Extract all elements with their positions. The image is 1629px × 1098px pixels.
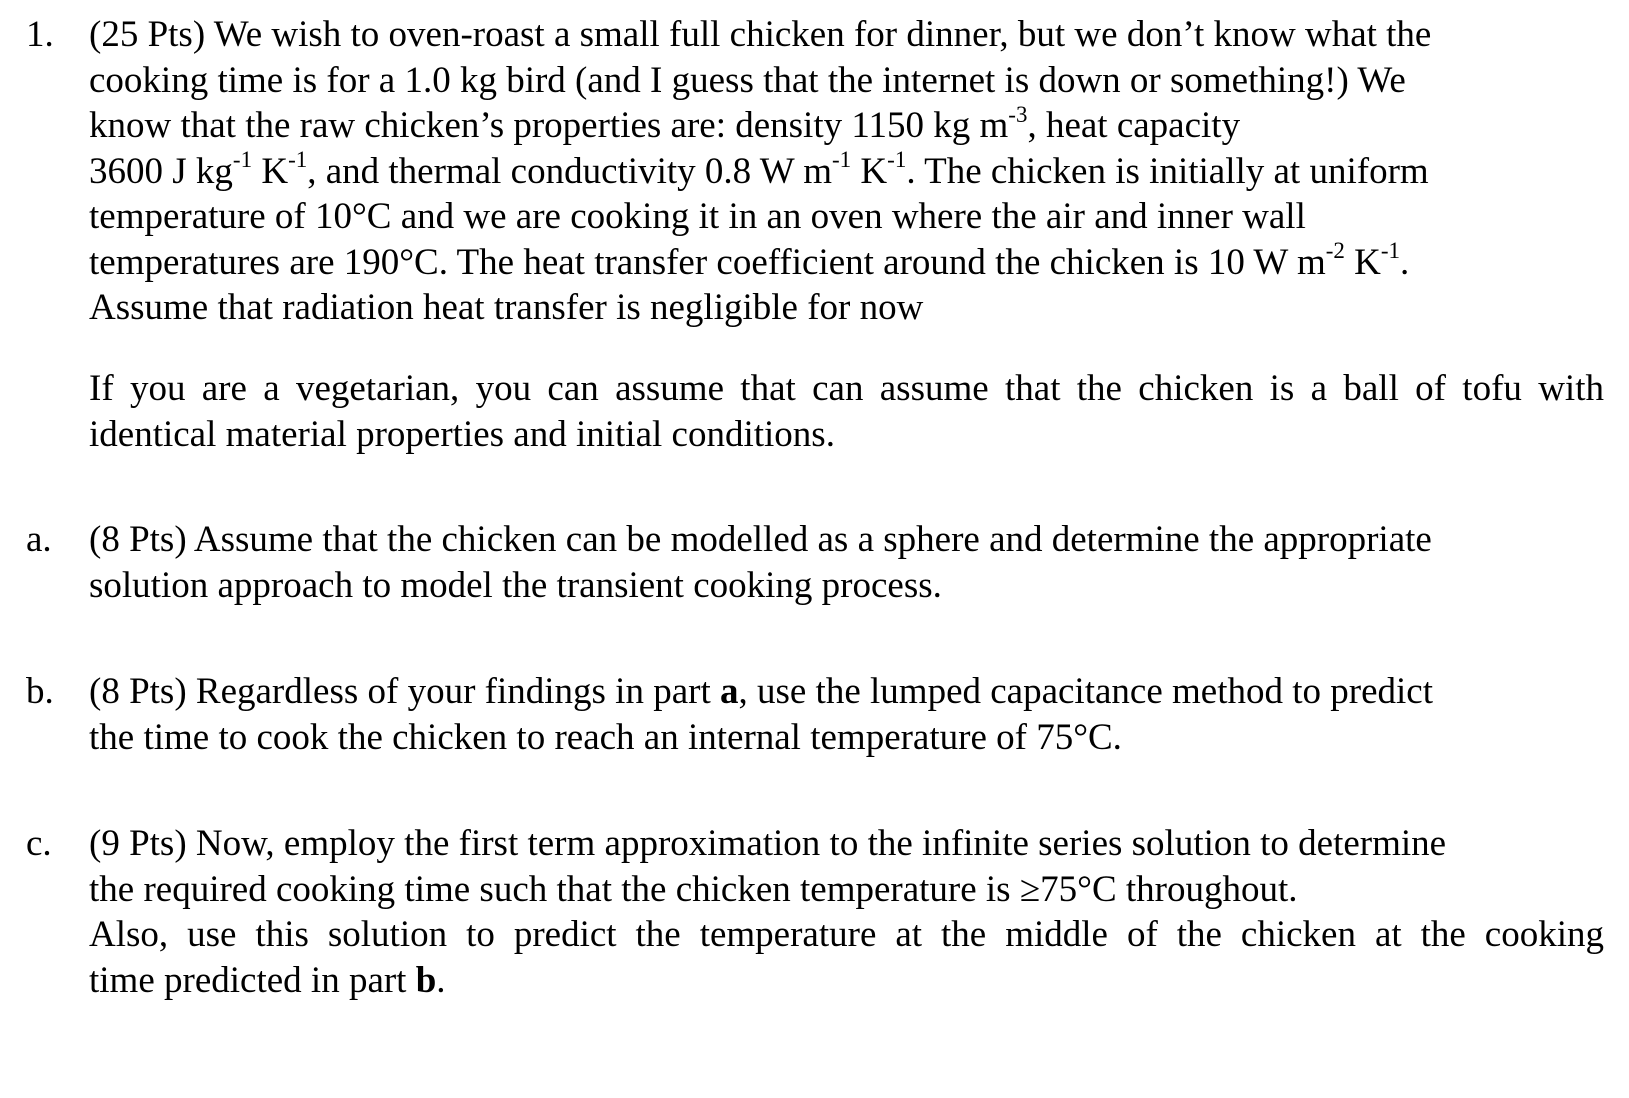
part-c-marker: c. [26,823,52,864]
problem-line-2: cooking time is for a 1.0 kg bird (and I guess that the internet is down or something!) We [89,59,1406,101]
vegetarian-line-1: If you are a vegetarian, you can assume that can assume that the chicken is a ball of tofu with [89,368,1604,409]
part-a-marker: a. [26,519,52,560]
part-b-marker: b. [26,671,54,712]
part-b-line-2: the time to cook the chicken to reach an internal temperature of 75°C. [89,716,1122,758]
problem-statement [89,12,1604,331]
part-a-line-2: solution approach to model the transient cooking process. [89,564,942,606]
part-b-line-1: (8 Pts) Regardless of your findings in part a, use the lumped capacitance method to predict [89,671,1433,712]
part-c-line-2: the required cooking time such that the chicken temperature is ≥75°C throughout. [89,868,1298,910]
problem-line-4: 3600 J $kg^{-1}$ $K^{-1}$, and thermal conductivity 0.8 W $m^{-1}$ $K^{-1}$. The chicken is initially at uniform [89,147,1429,192]
part-a-line-1: (8 Pts) Assume that the chicken can be modelled as a sphere and determine the appropriate [89,519,1432,560]
problem-line-6: temperatures are 190°C. The heat transfer coefficient around the chicken is 10 W $m^{-2}$ $K^{-1}$. [89,238,1410,283]
part-c-line-4: time predicted in part b. [89,959,446,1001]
problem-line-5: temperature of 10°C and we are cooking it in an oven where the air and inner wall [89,196,1306,237]
vegetarian-line-2: identical material properties and initial conditions. [89,413,835,455]
problem-line-1: (25 Pts) We wish to oven-roast a small full chicken for dinner, but we don’t know what the [89,14,1432,55]
part-c-line-1: (9 Pts) Now, employ the first term approximation to the infinite series solution to determine [89,823,1447,864]
problem-number: 1. [26,14,54,55]
problem-line-7: Assume that radiation heat transfer is negligible for now [89,287,924,328]
part-c-line-3: Also, use this solution to predict the temperature at the middle of the chicken at the cooking [89,914,1604,955]
problem-line-3: know that the raw chicken’s properties are: density 1150 kg $m^{-3}$, heat capacity [89,101,1241,146]
